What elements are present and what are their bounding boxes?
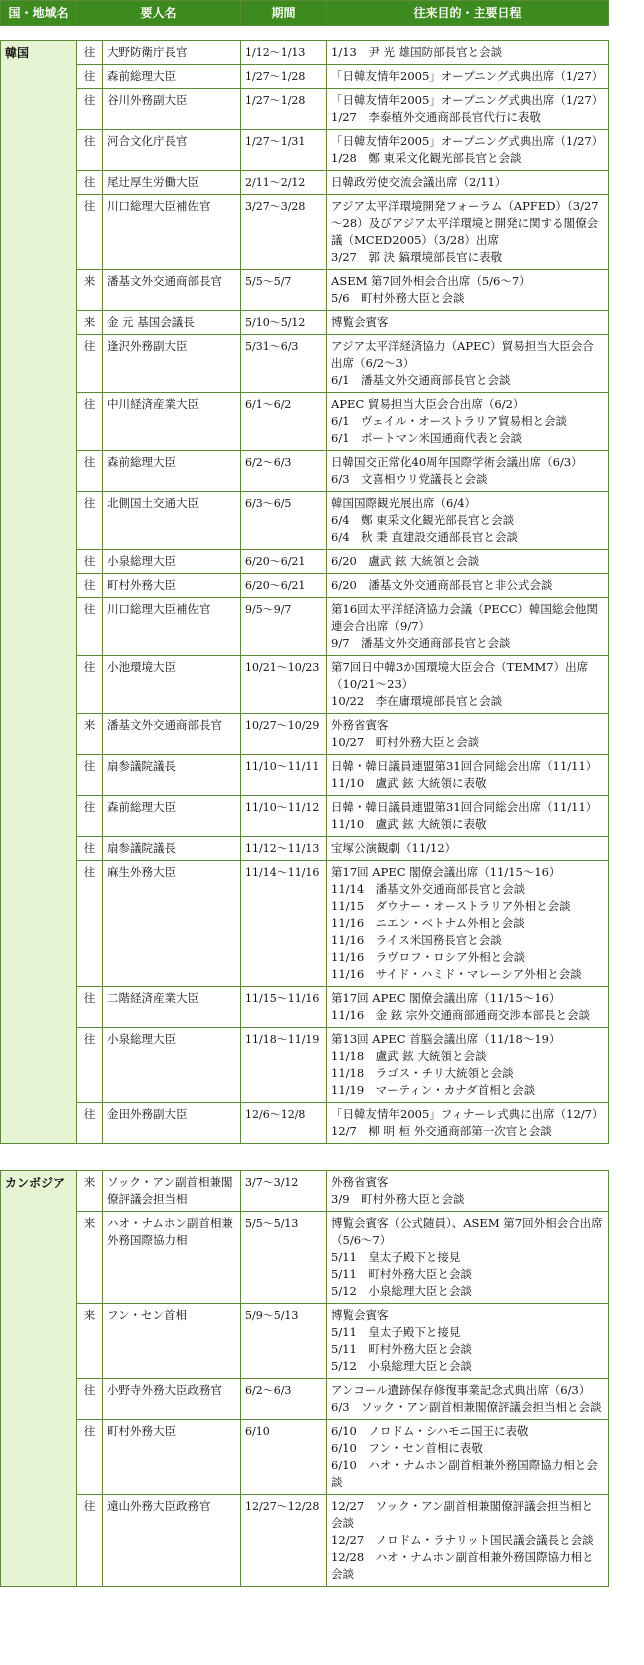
purpose-cell [327,987,609,1028]
purpose-line: 日韓・韓日議員連盟第31回合同総会出席（11/11） [331,759,598,773]
person-cell: 川口総理大臣補佐官 [103,195,241,270]
purpose-line: 第17回 APEC 閣僚会議出席（11/15～16） [331,865,561,879]
person-cell: 森前総理大臣 [103,796,241,837]
direction-cell: 来 [77,714,103,755]
direction-cell: 来 [77,1304,103,1379]
person-cell: 扇参議院議長 [103,755,241,796]
purpose-line: 「日韓友情年2005」オープニング式典出席（1/27） [331,134,604,148]
purpose-line: 博覧会賓客（公式随員）、ASEM 第7回外相会合出席（5/6～7） [331,1216,603,1247]
purpose-cell [327,65,609,89]
person-cell: 尾辻厚生労働大臣 [103,171,241,195]
purpose-line: 12/7 柳 明 桓 外交通商部第一次官と会談 [331,1124,552,1138]
person-cell: 中川経済産業大臣 [103,393,241,451]
person-cell: 遠山外務大臣政務官 [103,1495,241,1587]
header-period: 期間 [241,1,327,26]
person-cell: 大野防衛庁長官 [103,41,241,65]
purpose-line: アンコール遺跡保存修復事業記念式典出席（6/3） [331,1383,591,1397]
purpose-cell [327,550,609,574]
purpose-line: 6/10 ノロドム・シハモニ国王に表敬 [331,1424,529,1438]
table-row [1,861,609,987]
purpose-line: 11/16 ラヴロフ・ロシア外相と会談 [331,950,526,964]
purpose-line: 6/3 ソック・アン副首相兼閣僚評議会担当相と会談 [331,1400,602,1414]
purpose-cell [327,574,609,598]
table-row [1,270,609,311]
header-region: 国・地域名 [1,1,77,26]
purpose-line: 日韓国交正常化40周年国際学術会議出席（6/3） [331,455,583,469]
person-cell: 金田外務副大臣 [103,1103,241,1144]
direction-cell: 往 [77,861,103,987]
purpose-line: 10/27 町村外務大臣と会談 [331,735,480,749]
direction-cell: 往 [77,656,103,714]
purpose-line: 1/27 李泰植外交通商部長官代行に表敬 [331,110,541,124]
purpose-cell [327,270,609,311]
purpose-line: 博覧会賓客 [331,315,389,329]
person-cell: 小泉総理大臣 [103,550,241,574]
direction-cell: 往 [77,574,103,598]
purpose-cell [327,492,609,550]
purpose-cell [327,1103,609,1144]
period-cell: 1/12～1/13 [241,41,327,65]
direction-cell: 往 [77,65,103,89]
direction-cell: 来 [77,311,103,335]
purpose-line: 5/12 小泉総理大臣と会談 [331,1359,472,1373]
person-cell: 小泉総理大臣 [103,1028,241,1103]
purpose-line: 宝塚公演観劇（11/12） [331,841,457,855]
cambodia-table [0,1170,609,1587]
period-cell: 5/10～5/12 [241,311,327,335]
purpose-line: 博覧会賓客 [331,1308,389,1322]
table-row [1,41,609,65]
direction-cell: 往 [77,796,103,837]
table-row [1,755,609,796]
period-cell: 11/15～11/16 [241,987,327,1028]
purpose-line: 日韓政労使交流会議出席（2/11） [331,175,507,189]
purpose-line: 1/28 鄭 東采文化観光部長官と会談 [331,151,522,165]
korea-body [1,41,609,1144]
table-row [1,393,609,451]
table-row [1,492,609,550]
purpose-line: 5/11 町村外務大臣と会談 [331,1342,472,1356]
purpose-line: 第13回 APEC 首脳会議出席（11/18～19） [331,1032,561,1046]
purpose-cell [327,656,609,714]
direction-cell: 往 [77,89,103,130]
purpose-line: アジア太平洋経済協力（APEC）貿易担当大臣会合出席（6/2～3） [331,339,594,370]
purpose-line: 6/20 盧武 鉉 大統領と会談 [331,554,480,568]
purpose-line: 11/10 盧武 鉉 大統領に表敬 [331,776,487,790]
direction-cell: 往 [77,451,103,492]
purpose-cell [327,1379,609,1420]
person-cell: 町村外務大臣 [103,574,241,598]
purpose-cell [327,41,609,65]
purpose-cell [327,837,609,861]
purpose-cell [327,796,609,837]
person-cell: 潘基文外交通商部長官 [103,714,241,755]
person-cell: 小野寺外務大臣政務官 [103,1379,241,1420]
period-cell: 6/20～6/21 [241,574,327,598]
purpose-line: 「日韓友情年2005」オープニング式典出席（1/27） [331,93,604,107]
period-cell: 11/14～11/16 [241,861,327,987]
period-cell: 5/31～6/3 [241,335,327,393]
purpose-line: 1/13 尹 光 雄国防部長官と会談 [331,45,503,59]
purpose-line: 「日韓友情年2005」オープニング式典出席（1/27） [331,69,604,83]
header-person: 要人名 [77,1,241,26]
period-cell: 6/1～6/2 [241,393,327,451]
table-row [1,987,609,1028]
purpose-line: 6/4 秋 秉 直建設交通部長官と会談 [331,530,518,544]
table-row [1,1420,609,1495]
table-row [1,130,609,171]
purpose-cell [327,1304,609,1379]
period-cell: 1/27～1/28 [241,65,327,89]
table-row [1,1379,609,1420]
purpose-cell [327,861,609,987]
purpose-line: 日韓・韓日議員連盟第31回合同総会出席（11/11） [331,800,598,814]
table-row [1,796,609,837]
purpose-cell [327,1171,609,1212]
direction-cell: 往 [77,550,103,574]
purpose-line: 「日韓友情年2005」フィナーレ式典に出席（12/7） [331,1107,604,1121]
person-cell: 森前総理大臣 [103,65,241,89]
period-cell: 12/27～12/28 [241,1495,327,1587]
person-cell: 北側国土交通大臣 [103,492,241,550]
purpose-line: 外務省賓客 [331,1175,389,1189]
table-row [1,451,609,492]
table-row [1,550,609,574]
table-row [1,335,609,393]
period-cell: 10/27～10/29 [241,714,327,755]
table-row [1,1028,609,1103]
purpose-line: 10/22 李在庸環境部長官と会談 [331,694,503,708]
table-row [1,1495,609,1587]
purpose-cell [327,451,609,492]
purpose-line: 11/18 盧武 鉉 大統領と会談 [331,1049,487,1063]
direction-cell: 往 [77,755,103,796]
purpose-line: 11/16 ニエン・ベトナム外相と会談 [331,916,525,930]
purpose-line: 5/11 町村外務大臣と会談 [331,1267,472,1281]
purpose-line: 6/3 文喜相ウリ党議長と会談 [331,472,488,486]
purpose-cell [327,89,609,130]
purpose-line: 第7回日中韓3か国環境大臣会合（TEMM7）出席（10/21～23） [331,660,589,691]
direction-cell: 往 [77,837,103,861]
direction-cell: 往 [77,1379,103,1420]
table-row [1,1304,609,1379]
header-purpose: 往来目的・主要日程 [327,1,609,26]
direction-cell: 往 [77,598,103,656]
period-cell: 5/5～5/13 [241,1212,327,1304]
purpose-cell [327,1212,609,1304]
purpose-line: 第17回 APEC 閣僚会議出席（11/15～16） [331,991,561,1005]
person-cell: 森前総理大臣 [103,451,241,492]
direction-cell: 来 [77,270,103,311]
purpose-line: アジア太平洋環境開発フォーラム（APFED）（3/27～28）及びアジア太平洋環境と開発に関する閣僚会議（MCED2005）（3/28）出席 [331,199,599,247]
person-cell: ソック・アン副首相兼閣僚評議会担当相 [103,1171,241,1212]
direction-cell: 往 [77,41,103,65]
purpose-line: 外務省賓客 [331,718,389,732]
region-cell: 韓国 [1,41,77,1144]
period-cell: 11/12～11/13 [241,837,327,861]
period-cell: 6/20～6/21 [241,550,327,574]
purpose-line: 5/6 町村外務大臣と会談 [331,291,465,305]
direction-cell: 往 [77,195,103,270]
purpose-cell [327,598,609,656]
purpose-line: 5/12 小泉総理大臣と会談 [331,1284,472,1298]
purpose-line: 11/18 ラゴス・チリ大統領と会談 [331,1066,514,1080]
purpose-line: 11/10 盧武 鉉 大統領に表敬 [331,817,487,831]
purpose-line: 12/27 ノロドム・ラナリット国民議会議長と会談 [331,1533,594,1547]
person-cell: 金 元 基国会議長 [103,311,241,335]
period-cell: 6/2～6/3 [241,451,327,492]
purpose-line: 第16回太平洋経済協力会議（PECC）韓国総会他関連会合出席（9/7） [331,602,598,633]
purpose-cell [327,130,609,171]
direction-cell: 往 [77,130,103,171]
purpose-line: 6/1 ポートマン米国通商代表と会談 [331,431,523,445]
direction-cell: 往 [77,1103,103,1144]
person-cell: フン・セン首相 [103,1304,241,1379]
purpose-cell [327,311,609,335]
purpose-line: 11/19 マーティン・カナダ首相と会談 [331,1083,536,1097]
period-cell: 12/6～12/8 [241,1103,327,1144]
cambodia-body [1,1171,609,1587]
purpose-line: 11/16 ライス米国務長官と会談 [331,933,502,947]
person-cell: 扇参議院議長 [103,837,241,861]
table-row [1,656,609,714]
purpose-line: 9/7 潘基文外交通商部長官と会談 [331,636,511,650]
period-cell: 11/18～11/19 [241,1028,327,1103]
table-row [1,714,609,755]
person-cell: 二階経済産業大臣 [103,987,241,1028]
direction-cell: 往 [77,492,103,550]
purpose-cell [327,171,609,195]
purpose-line: 6/4 鄭 東采文化観光部長官と会談 [331,513,515,527]
direction-cell: 往 [77,335,103,393]
region-cell: カンボジア [1,1171,77,1587]
person-cell: ハオ・ナムホン副首相兼外務国際協力相 [103,1212,241,1304]
purpose-cell [327,335,609,393]
purpose-line: 12/28 ハオ・ナムホン副首相兼外務国際協力相と会談 [331,1550,594,1581]
table-row [1,574,609,598]
direction-cell: 来 [77,1171,103,1212]
period-cell: 5/9～5/13 [241,1304,327,1379]
period-cell: 5/5～5/7 [241,270,327,311]
period-cell: 6/2～6/3 [241,1379,327,1420]
direction-cell: 来 [77,1212,103,1304]
table-row [1,65,609,89]
period-cell: 3/27～3/28 [241,195,327,270]
table-row [1,89,609,130]
period-cell: 2/11～2/12 [241,171,327,195]
direction-cell: 往 [77,1028,103,1103]
direction-cell: 往 [77,1420,103,1495]
table-row [1,311,609,335]
purpose-line: 11/15 ダウナー・オーストラリア外相と会談 [331,899,571,913]
person-cell: 谷川外務副大臣 [103,89,241,130]
header-spacer [1,26,609,41]
purpose-cell [327,1420,609,1495]
purpose-cell [327,393,609,451]
purpose-cell [327,714,609,755]
purpose-line: 6/20 潘基文外交通商部長官と非公式会談 [331,578,553,592]
table-row [1,1103,609,1144]
purpose-line: 5/11 皇太子殿下と接見 [331,1325,461,1339]
period-cell: 9/5～9/7 [241,598,327,656]
period-cell: 6/10 [241,1420,327,1495]
purpose-line: 12/27 ソック・アン副首相兼閣僚評議会担当相と会談 [331,1499,594,1530]
person-cell: 河合文化庁長官 [103,130,241,171]
person-cell: 逢沢外務副大臣 [103,335,241,393]
period-cell: 1/27～1/31 [241,130,327,171]
table-row [1,1212,609,1304]
purpose-line: 11/14 潘基文外交通商部長官と会談 [331,882,526,896]
direction-cell: 往 [77,987,103,1028]
table-header-row [1,1,609,26]
purpose-cell [327,1495,609,1587]
purpose-line: 6/10 フン・セン首相に表敬 [331,1441,483,1455]
person-cell: 潘基文外交通商部長官 [103,270,241,311]
direction-cell: 往 [77,171,103,195]
period-cell: 10/21～10/23 [241,656,327,714]
person-cell: 麻生外務大臣 [103,861,241,987]
purpose-line: 6/1 潘基文外交通商部長官と会談 [331,373,511,387]
direction-cell: 往 [77,393,103,451]
purpose-line: 3/9 町村外務大臣と会談 [331,1192,465,1206]
purpose-line: 5/11 皇太子殿下と接見 [331,1250,461,1264]
table-row [1,171,609,195]
purpose-line: 6/1 ヴェイル・オーストラリア貿易相と会談 [331,414,567,428]
purpose-line: 韓国国際観光展出席（6/4） [331,496,477,510]
purpose-cell [327,195,609,270]
purpose-line: APEC 貿易担当大臣会合出席（6/2） [331,397,525,411]
purpose-line: 6/10 ハオ・ナムホン副首相兼外務国際協力相と会談 [331,1458,598,1489]
table-row [1,195,609,270]
period-cell: 11/10～11/12 [241,796,327,837]
table-row [1,598,609,656]
purpose-cell [327,755,609,796]
purpose-line: 3/27 郭 決 鎬環境部長官に表敬 [331,250,503,264]
period-cell: 11/10～11/11 [241,755,327,796]
person-cell: 町村外務大臣 [103,1420,241,1495]
direction-cell: 往 [77,1495,103,1587]
purpose-cell [327,1028,609,1103]
purpose-line: 11/16 サイド・ハミド・マレーシア外相と会談 [331,967,582,981]
period-cell: 3/7～3/12 [241,1171,327,1212]
period-cell: 6/3～6/5 [241,492,327,550]
period-cell: 1/27～1/28 [241,89,327,130]
table-row [1,1171,609,1212]
table-row [1,837,609,861]
purpose-line: 11/16 金 鉉 宗外交通商部通商交渉本部長と会談 [331,1008,590,1022]
purpose-line: ASEM 第7回外相会合出席（5/6～7） [331,274,531,288]
person-cell: 川口総理大臣補佐官 [103,598,241,656]
person-cell: 小池環境大臣 [103,656,241,714]
